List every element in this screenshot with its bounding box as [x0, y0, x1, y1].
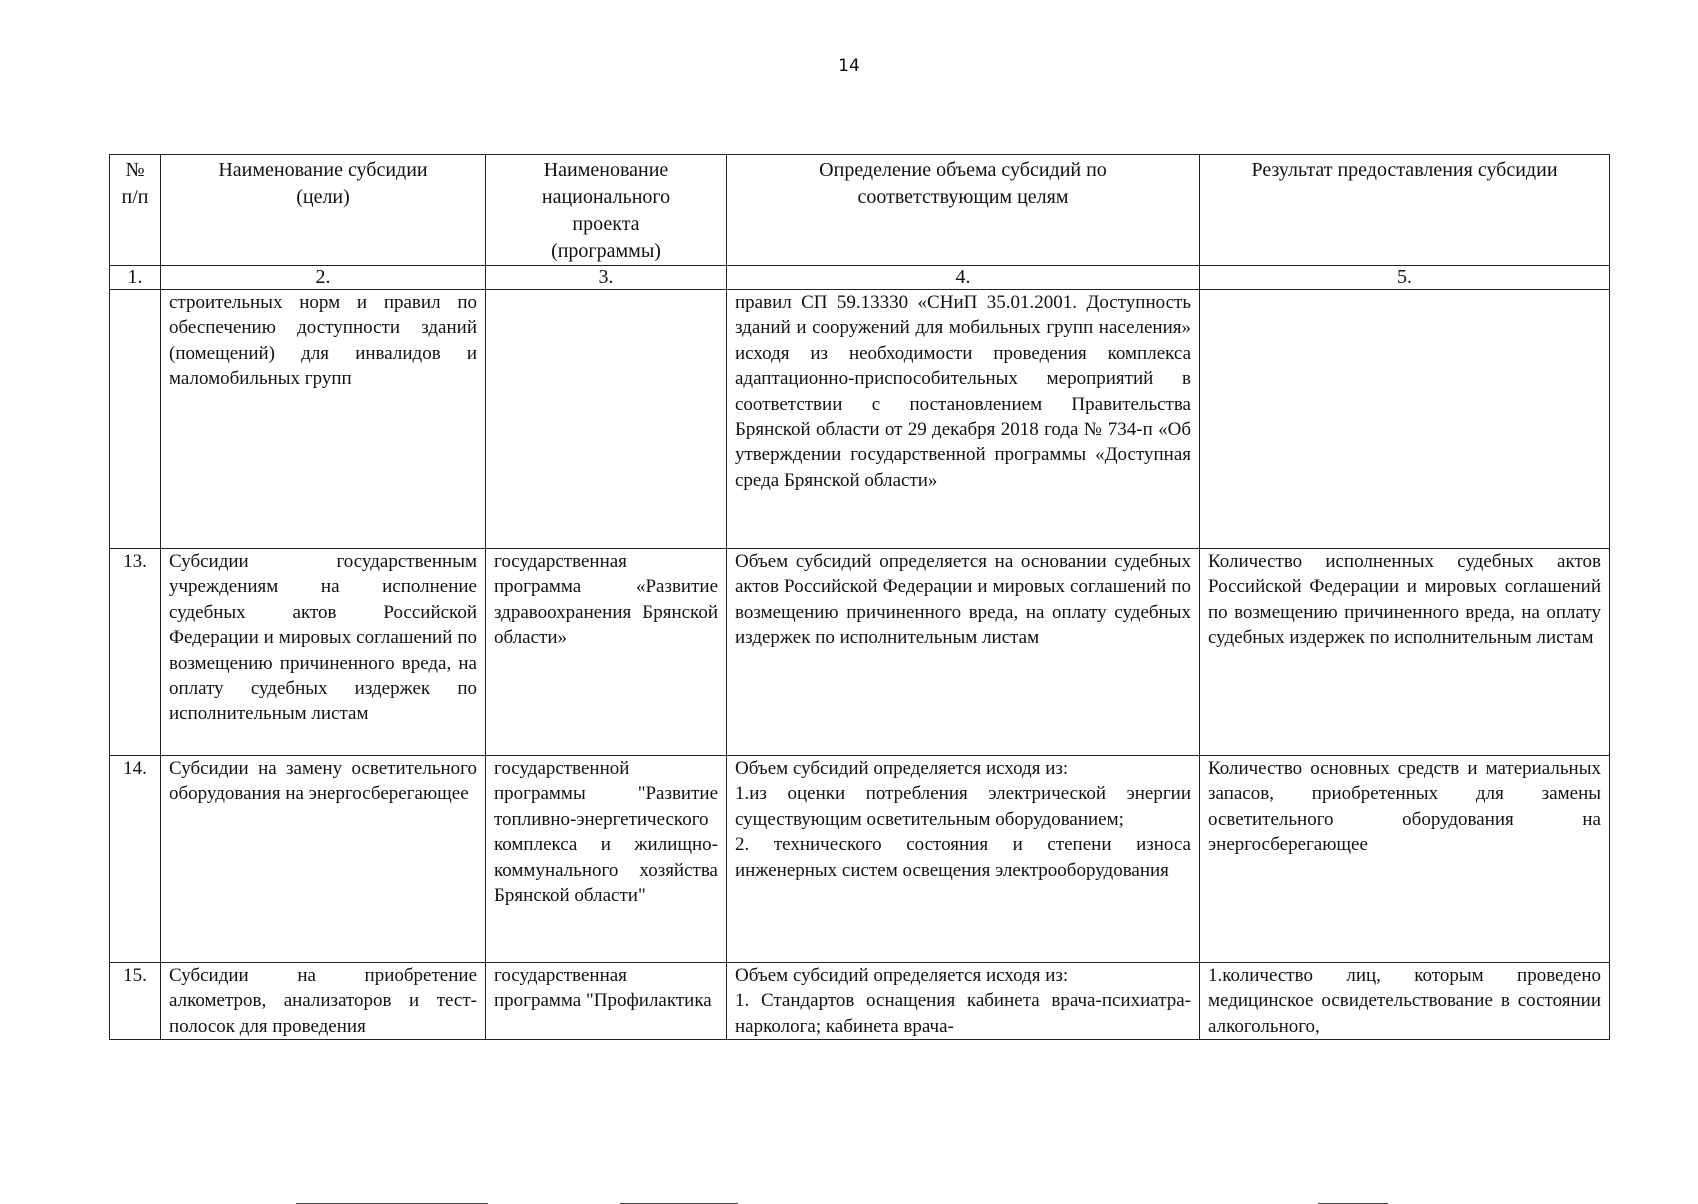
row-number: 15. — [110, 963, 161, 1040]
table-row — [110, 290, 1610, 549]
volume-definition: Объем субсидий определяется исходя из: 1.из оценки потребления электрической энергии существующим осветительным оборудованием; 2. технического состояния и степени износа инженерных систем освещения электрооборудования — [727, 756, 1200, 963]
subsidy-name: Субсидии на приобретение алкометров, анализаторов и тест-полосок для проведения — [161, 963, 486, 1040]
subsidy-name: Субсидии государственным учреждениям на исполнение судебных актов Российской Федерации и мировых соглашений по возмещению причиненного вреда, на оплату судебных издержек по исполнительным листам — [161, 549, 486, 756]
program-name: государственной программы "Развитие топливно-энергетического комплекса и жилищно-коммунального хозяйства Брянской области" — [486, 756, 727, 963]
table-header-row — [110, 155, 1610, 266]
row-number: 13. — [110, 549, 161, 756]
subsidy-result: Количество основных средств и материальных запасов, приобретенных для замены осветительного оборудования на энергосберегающее — [1200, 756, 1610, 963]
volume-definition: Объем субсидий определяется на основании судебных актов Российской Федерации и мировых соглашений по возмещению причиненного вреда, на оплату судебных издержек по исполнительным листам — [727, 549, 1200, 756]
subsidy-name: строительных норм и правил по обеспечению доступности зданий (помещений) для инвалидов и маломобильных групп — [161, 290, 486, 549]
table-row — [110, 963, 1610, 1040]
row-number: 14. — [110, 756, 161, 963]
table-row — [110, 756, 1610, 963]
subsidy-name: Субсидии на замену осветительного оборудования на энергосберегающее — [161, 756, 486, 963]
column-number: 5. — [1200, 266, 1610, 290]
subsidy-result: Количество исполненных судебных актов Российской Федерации и мировых соглашений по возмещению причиненного вреда, на оплату судебных издержек по исполнительным листам — [1200, 549, 1610, 756]
table-row — [110, 549, 1610, 756]
program-name: государственная программа "Профилактика — [486, 963, 727, 1040]
column-number: 1. — [110, 266, 161, 290]
volume-definition: правил СП 59.13330 «СНиП 35.01.2001. Доступность зданий и сооружений для мобильных групп населения» исходя из необходимости проведения комплекса адаптационно-приспособительных мероприятий в соответствии с постановлением Правительства Брянской области от 29 декабря 2018 года № 734-п «Об утверждении государственной программы «Доступная среда Брянской области» — [727, 290, 1200, 549]
column-number: 2. — [161, 266, 486, 290]
column-number-row — [110, 266, 1610, 290]
program-name: государственная программа «Развитие здравоохранения Брянской области» — [486, 549, 727, 756]
header-name: Наименование субсидии (цели) — [161, 155, 486, 266]
volume-definition: Объем субсидий определяется исходя из: 1. Стандартов оснащения кабинета врача-психиатра-нарколога; кабинета врача- — [727, 963, 1200, 1040]
program-name — [486, 290, 727, 549]
header-num: № п/п — [110, 155, 161, 266]
column-number: 3. — [486, 266, 727, 290]
subsidy-table — [109, 154, 1610, 1040]
header-volume: Определение объема субсидий по соответствующим целям — [727, 155, 1200, 266]
row-number — [110, 290, 161, 549]
subsidy-result: 1.количество лиц, которым проведено медицинское освидетельствование в состоянии алкогольного, — [1200, 963, 1610, 1040]
header-result: Результат предоставления субсидии — [1200, 155, 1610, 266]
column-number: 4. — [727, 266, 1200, 290]
header-program: Наименование национального проекта (программы) — [486, 155, 727, 266]
subsidy-result — [1200, 290, 1610, 549]
page-number: 14 — [838, 56, 860, 76]
